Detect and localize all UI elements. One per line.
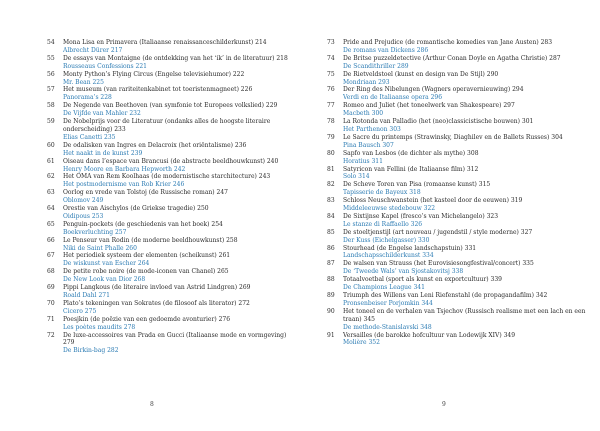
toc-subentry	[327, 158, 595, 166]
toc-entry	[47, 39, 297, 47]
table-of-contents-right	[327, 39, 595, 347]
toc-subentry-title: De ‘Tweede Wals’ van Sjostakovitsj 338	[343, 268, 464, 276]
toc-subentry-title: Mr. Bean 225	[63, 78, 104, 86]
toc-entry	[47, 300, 297, 308]
toc-subentry-title: Roald Dahl 271	[63, 292, 110, 299]
toc-subentry-title: Cicero 275	[63, 307, 97, 315]
toc-subentry-title: De romans van Dickens 286	[343, 46, 429, 54]
toc-entry-number: 61	[47, 157, 55, 165]
toc-entry-number: 64	[47, 205, 55, 213]
toc-subentry	[47, 260, 297, 268]
toc-entry	[327, 229, 595, 237]
toc-entry-title: Het periodiek systeem der elementen (scheikunst) 261	[63, 252, 231, 260]
toc-subentry-title: Het postmodernisme van Rob Krier 246	[63, 181, 185, 189]
toc-entry	[47, 221, 297, 229]
toc-subentry	[47, 134, 297, 142]
toc-entry	[47, 284, 297, 292]
toc-entry-title: De Sixtijnse Kapel (fresco’s van Michelangelo) 323	[343, 212, 499, 220]
toc-entry	[327, 150, 595, 158]
toc-entry-number: 91	[327, 331, 335, 339]
toc-subentry-title: De Birkin-bag 282	[63, 347, 119, 355]
toc-entry-title: Schloss Neuschwanstein (het kasteel door de eeuwen) 319	[343, 197, 523, 205]
toc-entry	[327, 245, 595, 253]
toc-subentry	[327, 284, 595, 292]
toc-entry	[47, 71, 297, 79]
toc-entry-title: Oiseau dans l’espace van Brancusi (de abstracte beeldhouwkunst) 240	[63, 157, 279, 165]
toc-subentry	[47, 197, 297, 205]
toc-entry-title: Triumph des Willens van Leni Riefenstahl (de propagandafilm) 342	[343, 292, 548, 299]
toc-subentry	[327, 205, 595, 213]
page-number-left: 8	[150, 401, 154, 408]
toc-subentry-title: Oblomov 249	[63, 197, 104, 205]
toc-subentry-title: Middeleeuwse stedebouw 322	[343, 205, 436, 213]
toc-entry-title: Oorlog en vrede van Tolstoj (de Russische roman) 247	[63, 189, 228, 197]
toc-entry	[47, 252, 297, 260]
toc-entry-number: 87	[327, 260, 335, 268]
toc-entry-number: 80	[327, 149, 335, 157]
toc-entry-title: Le Penseur van Rodin (de moderne beeldhouwkunst) 258	[63, 236, 238, 244]
toc-entry-title: Totaalvoetbal (sport als kunst en exportcultuur) 339	[343, 276, 502, 284]
toc-subentry	[47, 47, 297, 55]
toc-entry	[47, 102, 297, 110]
toc-subentry-title: De New Look van Dior 268	[63, 276, 146, 284]
page-number-right: 9	[442, 401, 446, 408]
toc-subentry-title: Het naakt in de kunst 239	[63, 149, 143, 157]
toc-entry-number: 69	[47, 284, 55, 292]
toc-subentry	[327, 63, 595, 71]
toc-subentry	[47, 213, 297, 221]
toc-entry	[47, 237, 297, 245]
toc-entry	[47, 189, 297, 197]
toc-entry-title: Het toneel en de verhalen van Tsjechov (Russisch realisme met een lach en een traan) 345	[343, 307, 586, 323]
toc-entry-number: 81	[327, 165, 335, 173]
toc-entry-title: De luxe-accessoires van Prada en Gucci (Italiaanse mode en vormgeving) 279	[63, 331, 287, 347]
toc-entry	[327, 197, 595, 205]
toc-entry-number: 83	[327, 197, 335, 205]
toc-subentry-title: Elias Canetti 235	[63, 133, 116, 141]
toc-subentry	[327, 94, 595, 102]
toc-subentry	[327, 300, 595, 308]
toc-entry	[327, 308, 595, 324]
toc-subentry	[47, 110, 297, 118]
toc-subentry	[327, 221, 595, 229]
right-page	[300, 0, 600, 431]
toc-subentry	[47, 166, 297, 174]
toc-entry	[47, 55, 297, 63]
toc-entry-title: Het museum (van rariteitenkabinet tot toeristenmagneet) 226	[63, 86, 253, 94]
toc-entry-title: De petite robe noire (de mode-iconen van Chanel) 265	[63, 268, 229, 276]
toc-entry-number: 68	[47, 268, 55, 276]
toc-subentry	[47, 347, 297, 355]
toc-entry-number: 57	[47, 86, 55, 94]
toc-entry-number: 66	[47, 236, 55, 244]
toc-entry-number: 59	[47, 118, 55, 126]
toc-subentry-title: Oidipous 253	[63, 212, 104, 220]
toc-entry-number: 90	[327, 307, 335, 315]
toc-entry	[327, 71, 595, 79]
toc-subentry-title: Molière 352	[343, 339, 380, 347]
toc-entry-title: Het OMA van Rem Koolhaas (de modernistische starchitecture) 243	[63, 173, 271, 181]
toc-entry	[327, 118, 595, 126]
toc-entry-number: 55	[47, 54, 55, 62]
toc-subentry	[327, 324, 595, 332]
toc-entry	[47, 158, 297, 166]
toc-entry	[47, 142, 297, 150]
toc-entry-number: 63	[47, 189, 55, 197]
toc-subentry-title: Verdi en de Italiaanse opera 296	[343, 94, 443, 102]
toc-subentry	[327, 126, 595, 134]
toc-entry-number: 73	[327, 39, 335, 46]
toc-subentry	[327, 110, 595, 118]
toc-entry	[327, 181, 595, 189]
toc-entry	[327, 86, 595, 94]
toc-entry-title: Romeo and Juliet (het toneelwerk van Shakespeare) 297	[343, 102, 515, 110]
toc-subentry	[47, 229, 297, 237]
toc-entry-title: Sapfo van Lesbos (de dichter als mythe) 308	[343, 149, 479, 157]
toc-entry-title: Poesjkin (de poëzie van een gedoemde avonturier) 276	[63, 315, 231, 323]
toc-subentry	[327, 173, 595, 181]
toc-entry	[327, 134, 595, 142]
toc-entry	[327, 166, 595, 174]
toc-entry-title: De odalisken van Ingres en Delacroix (het oriëntalisme) 236	[63, 141, 247, 149]
toc-entry-title: De Negende van Beethoven (van symfonie tot Europees volkslied) 229	[63, 102, 278, 110]
toc-subentry	[47, 308, 297, 316]
toc-entry-number: 58	[47, 102, 55, 110]
toc-subentry	[47, 245, 297, 253]
toc-entry-number: 89	[327, 292, 335, 299]
toc-subentry	[47, 79, 297, 87]
toc-subentry-title: De methode-Stanislavski 348	[343, 323, 432, 331]
toc-subentry-title: Panorama’s 228	[63, 94, 112, 102]
toc-entry-title: De essays van Montaigne (de ontdekking van het ‘ik’ in de literatuur) 218	[63, 54, 288, 62]
toc-subentry	[47, 181, 297, 189]
toc-entry-title: Satyricon van Fellini (de Italiaanse film) 312	[343, 165, 479, 173]
toc-subentry-title: Henry Moore en Barbara Hepworth 242	[63, 165, 186, 173]
toc-subentry-title: Les poètes maudits 278	[63, 323, 136, 331]
toc-entry-title: Monty Python’s Flying Circus (Engelse televisiehumor) 222	[63, 70, 245, 78]
toc-subentry-title: De Vijfde van Mahler 232	[63, 110, 141, 118]
toc-entry	[327, 332, 595, 340]
toc-subentry	[327, 189, 595, 197]
toc-subentry	[47, 276, 297, 284]
toc-subentry	[47, 292, 297, 300]
toc-subentry	[327, 237, 595, 245]
toc-entry-title: De Rietveldstoel (kunst en design van De Stijl) 290	[343, 70, 499, 78]
toc-entry-number: 67	[47, 252, 55, 260]
toc-entry	[327, 213, 595, 221]
toc-subentry-title: De Scandithriller 289	[343, 62, 409, 70]
toc-entry	[47, 268, 297, 276]
toc-subentry-title: Rousseaus Confessions 221	[63, 62, 147, 70]
toc-entry-title: La Rotonda van Palladio (het (neo)classicistische bouwen) 301	[343, 118, 534, 126]
toc-entry-title: De Scheve Toren van Pisa (romaanse kunst) 315	[343, 181, 491, 189]
toc-subentry	[327, 268, 595, 276]
toc-subentry-title: Het Parthenon 303	[343, 125, 401, 133]
toc-entry-title: Le Sacre du printemps (Strawinsky, Diaghilev en de Ballets Russes) 304	[343, 133, 563, 141]
toc-entry	[327, 55, 595, 63]
toc-entry	[327, 260, 595, 268]
toc-entry-number: 65	[47, 220, 55, 228]
toc-subentry	[327, 252, 595, 260]
toc-entry-number: 75	[327, 70, 335, 78]
toc-subentry	[327, 47, 595, 55]
toc-entry-number: 85	[327, 228, 335, 236]
toc-subentry-title: De Champions League 341	[343, 284, 425, 292]
toc-entry-title: Versailles (de barokke hofcultuur van Lodewijk XIV) 349	[343, 331, 516, 339]
toc-entry-number: 56	[47, 70, 55, 78]
toc-subentry-title: Niki de Saint Phalle 260	[63, 244, 137, 252]
toc-entry-title: Pippi Langkous (de literaire invloed van Astrid Lindgren) 269	[63, 284, 251, 292]
toc-entry-number: 86	[327, 244, 335, 252]
toc-entry-title: Stourhead (de Engelse landschapstuin) 331	[343, 244, 477, 252]
toc-entry	[47, 205, 297, 213]
toc-entry-title: Penguin-pockets (de geschiedenis van het boek) 254	[63, 220, 223, 228]
toc-entry	[327, 102, 595, 110]
toc-subentry	[47, 94, 297, 102]
toc-entry	[47, 86, 297, 94]
toc-entry-title: De walsen van Strauss (het Eurovisiesongfestival/concert) 335	[343, 260, 534, 268]
toc-subentry-title: Pina Bausch 307	[343, 141, 394, 149]
toc-entry	[327, 292, 595, 300]
toc-subentry	[47, 150, 297, 158]
toc-entry-number: 84	[327, 212, 335, 220]
toc-entry-number: 76	[327, 86, 335, 94]
toc-subentry-title: Tapisserie de Bayeux 318	[343, 189, 421, 197]
toc-entry-title: Orestie van Aischylos (de Griekse tragedie) 250	[63, 205, 209, 213]
toc-subentry-title: Macbeth 300	[343, 110, 384, 118]
toc-subentry-title: Albrecht Dürer 217	[63, 46, 123, 54]
toc-entry-number: 79	[327, 133, 335, 141]
toc-subentry-title: Horatius 311	[343, 157, 383, 165]
toc-subentry-title: Der Kuss (Eichelgasser) 330	[343, 236, 430, 244]
toc-entry-title: De Britse puzzeldetective (Arthur Conan Doyle en Agatha Christie) 287	[343, 54, 561, 62]
toc-subentry-title: Solo 314	[343, 173, 370, 181]
toc-entry-title: Der Ring des Nibelungen (Wagners operavernieuwing) 294	[343, 86, 524, 94]
toc-subentry-title: Pronsenbeiser Porjomkin 344	[343, 299, 433, 307]
toc-entry-number: 78	[327, 118, 335, 126]
toc-entry-number: 77	[327, 102, 335, 110]
toc-entry-number: 82	[327, 181, 335, 189]
toc-subentry-title: Le stanze di Raffaello 326	[343, 220, 423, 228]
toc-entry-title: Mona Lisa en Primavera (Italiaanse renaissanceschilderkunst) 214	[63, 39, 267, 46]
toc-subentry-title: Landschapsschilderkunst 334	[343, 252, 434, 260]
toc-entry-title: De stoeltjenstijl (art nouveau / jugendstil / style moderne) 327	[343, 228, 533, 236]
toc-entry	[47, 118, 297, 134]
toc-subentry-title: Boekverluchting 257	[63, 228, 127, 236]
toc-entry	[47, 332, 297, 348]
toc-entry-number: 62	[47, 173, 55, 181]
toc-subentry	[327, 142, 595, 150]
toc-entry-number: 54	[47, 39, 55, 46]
toc-entry-number: 71	[47, 315, 55, 323]
toc-entry	[47, 316, 297, 324]
toc-entry-number: 74	[327, 54, 335, 62]
toc-entry-number: 60	[47, 141, 55, 149]
toc-entry-number: 72	[47, 331, 55, 339]
table-of-contents-left	[47, 39, 297, 355]
toc-entry-title: Plato’s tekeningen van Sokrates (de filosoof als literator) 272	[63, 299, 250, 307]
toc-entry-title: De Nobelprijs voor de Literatuur (ondanks alles de hoogste literaire onderscheiding) 233	[63, 118, 271, 133]
toc-subentry	[47, 63, 297, 71]
toc-subentry-title: Mondriaan 293	[343, 78, 390, 86]
toc-subentry	[327, 79, 595, 87]
toc-entry-number: 88	[327, 276, 335, 284]
toc-entry	[47, 173, 297, 181]
toc-subentry	[327, 339, 595, 347]
toc-subentry-title: De wiskunst van Escher 264	[63, 260, 150, 268]
toc-subentry	[47, 324, 297, 332]
toc-entry	[327, 39, 595, 47]
toc-entry-title: Pride and Prejudice (de romantische komedies van Jane Austen) 283	[343, 39, 553, 46]
toc-entry-number: 70	[47, 299, 55, 307]
toc-entry	[327, 276, 595, 284]
